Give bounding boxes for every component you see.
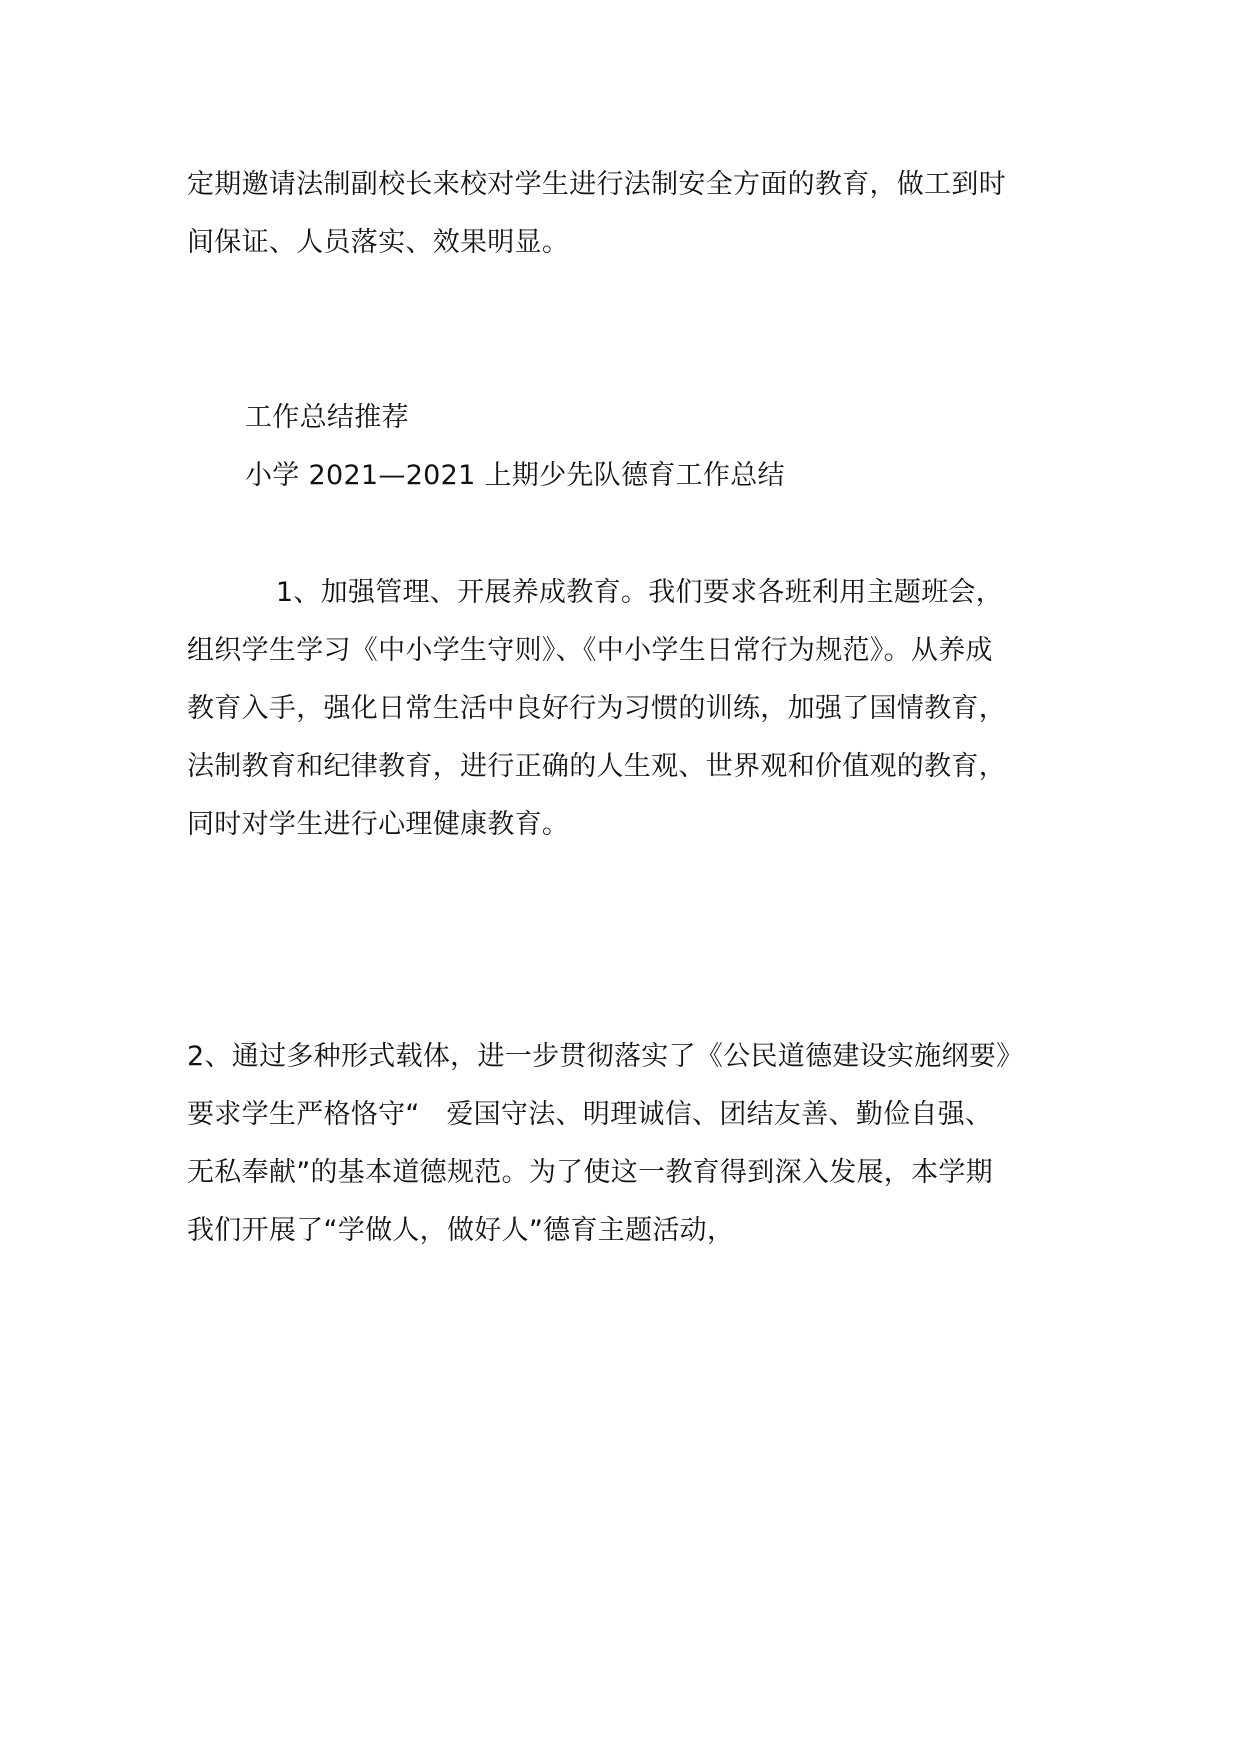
paragraph-2-line-1: 1、加强管理、开展养成教育。我们要求各班利用主题班会， — [187, 577, 1004, 608]
paragraph-1-line-2: 间保证、人员落实、效果明显。 — [187, 227, 570, 258]
paragraph-3-line-2: 要求学生严格恪守“ 爱国守法、明理诚信、团结友善、勤俭自强、 — [187, 1099, 993, 1130]
document-title: 小学 2021—2021 上期少先队德育工作总结 — [245, 460, 785, 491]
paragraph-2-line-4: 法制教育和纪律教育，进行正确的人生观、世界观和价值观的教育， — [187, 751, 1006, 782]
section-heading: 工作总结推荐 — [245, 402, 409, 433]
paragraph-3-line-1: 2、通过多种形式载体，进一步贯彻落实了《公民道德建设实施纲要》 — [187, 1041, 1024, 1072]
paragraph-2-line-3: 教育入手，强化日常生活中良好行为习惯的训练，加强了国情教育， — [187, 693, 1006, 724]
paragraph-2-line-2: 组织学生学习《中小学生守则》、《中小学生日常行为规范》。从养成 — [187, 635, 993, 666]
paragraph-2-line-5: 同时对学生进行心理健康教育。 — [187, 809, 570, 840]
paragraph-1-line-1: 定期邀请法制副校长来校对学生进行法制安全方面的教育，做工到时 — [187, 169, 1006, 200]
paragraph-3-line-3: 无私奉献”的基本道德规范。为了使这一教育得到深入发展，本学期 — [187, 1157, 993, 1188]
paragraph-3-line-4: 我们开展了“学做人，做好人”德育主题活动， — [187, 1215, 735, 1246]
